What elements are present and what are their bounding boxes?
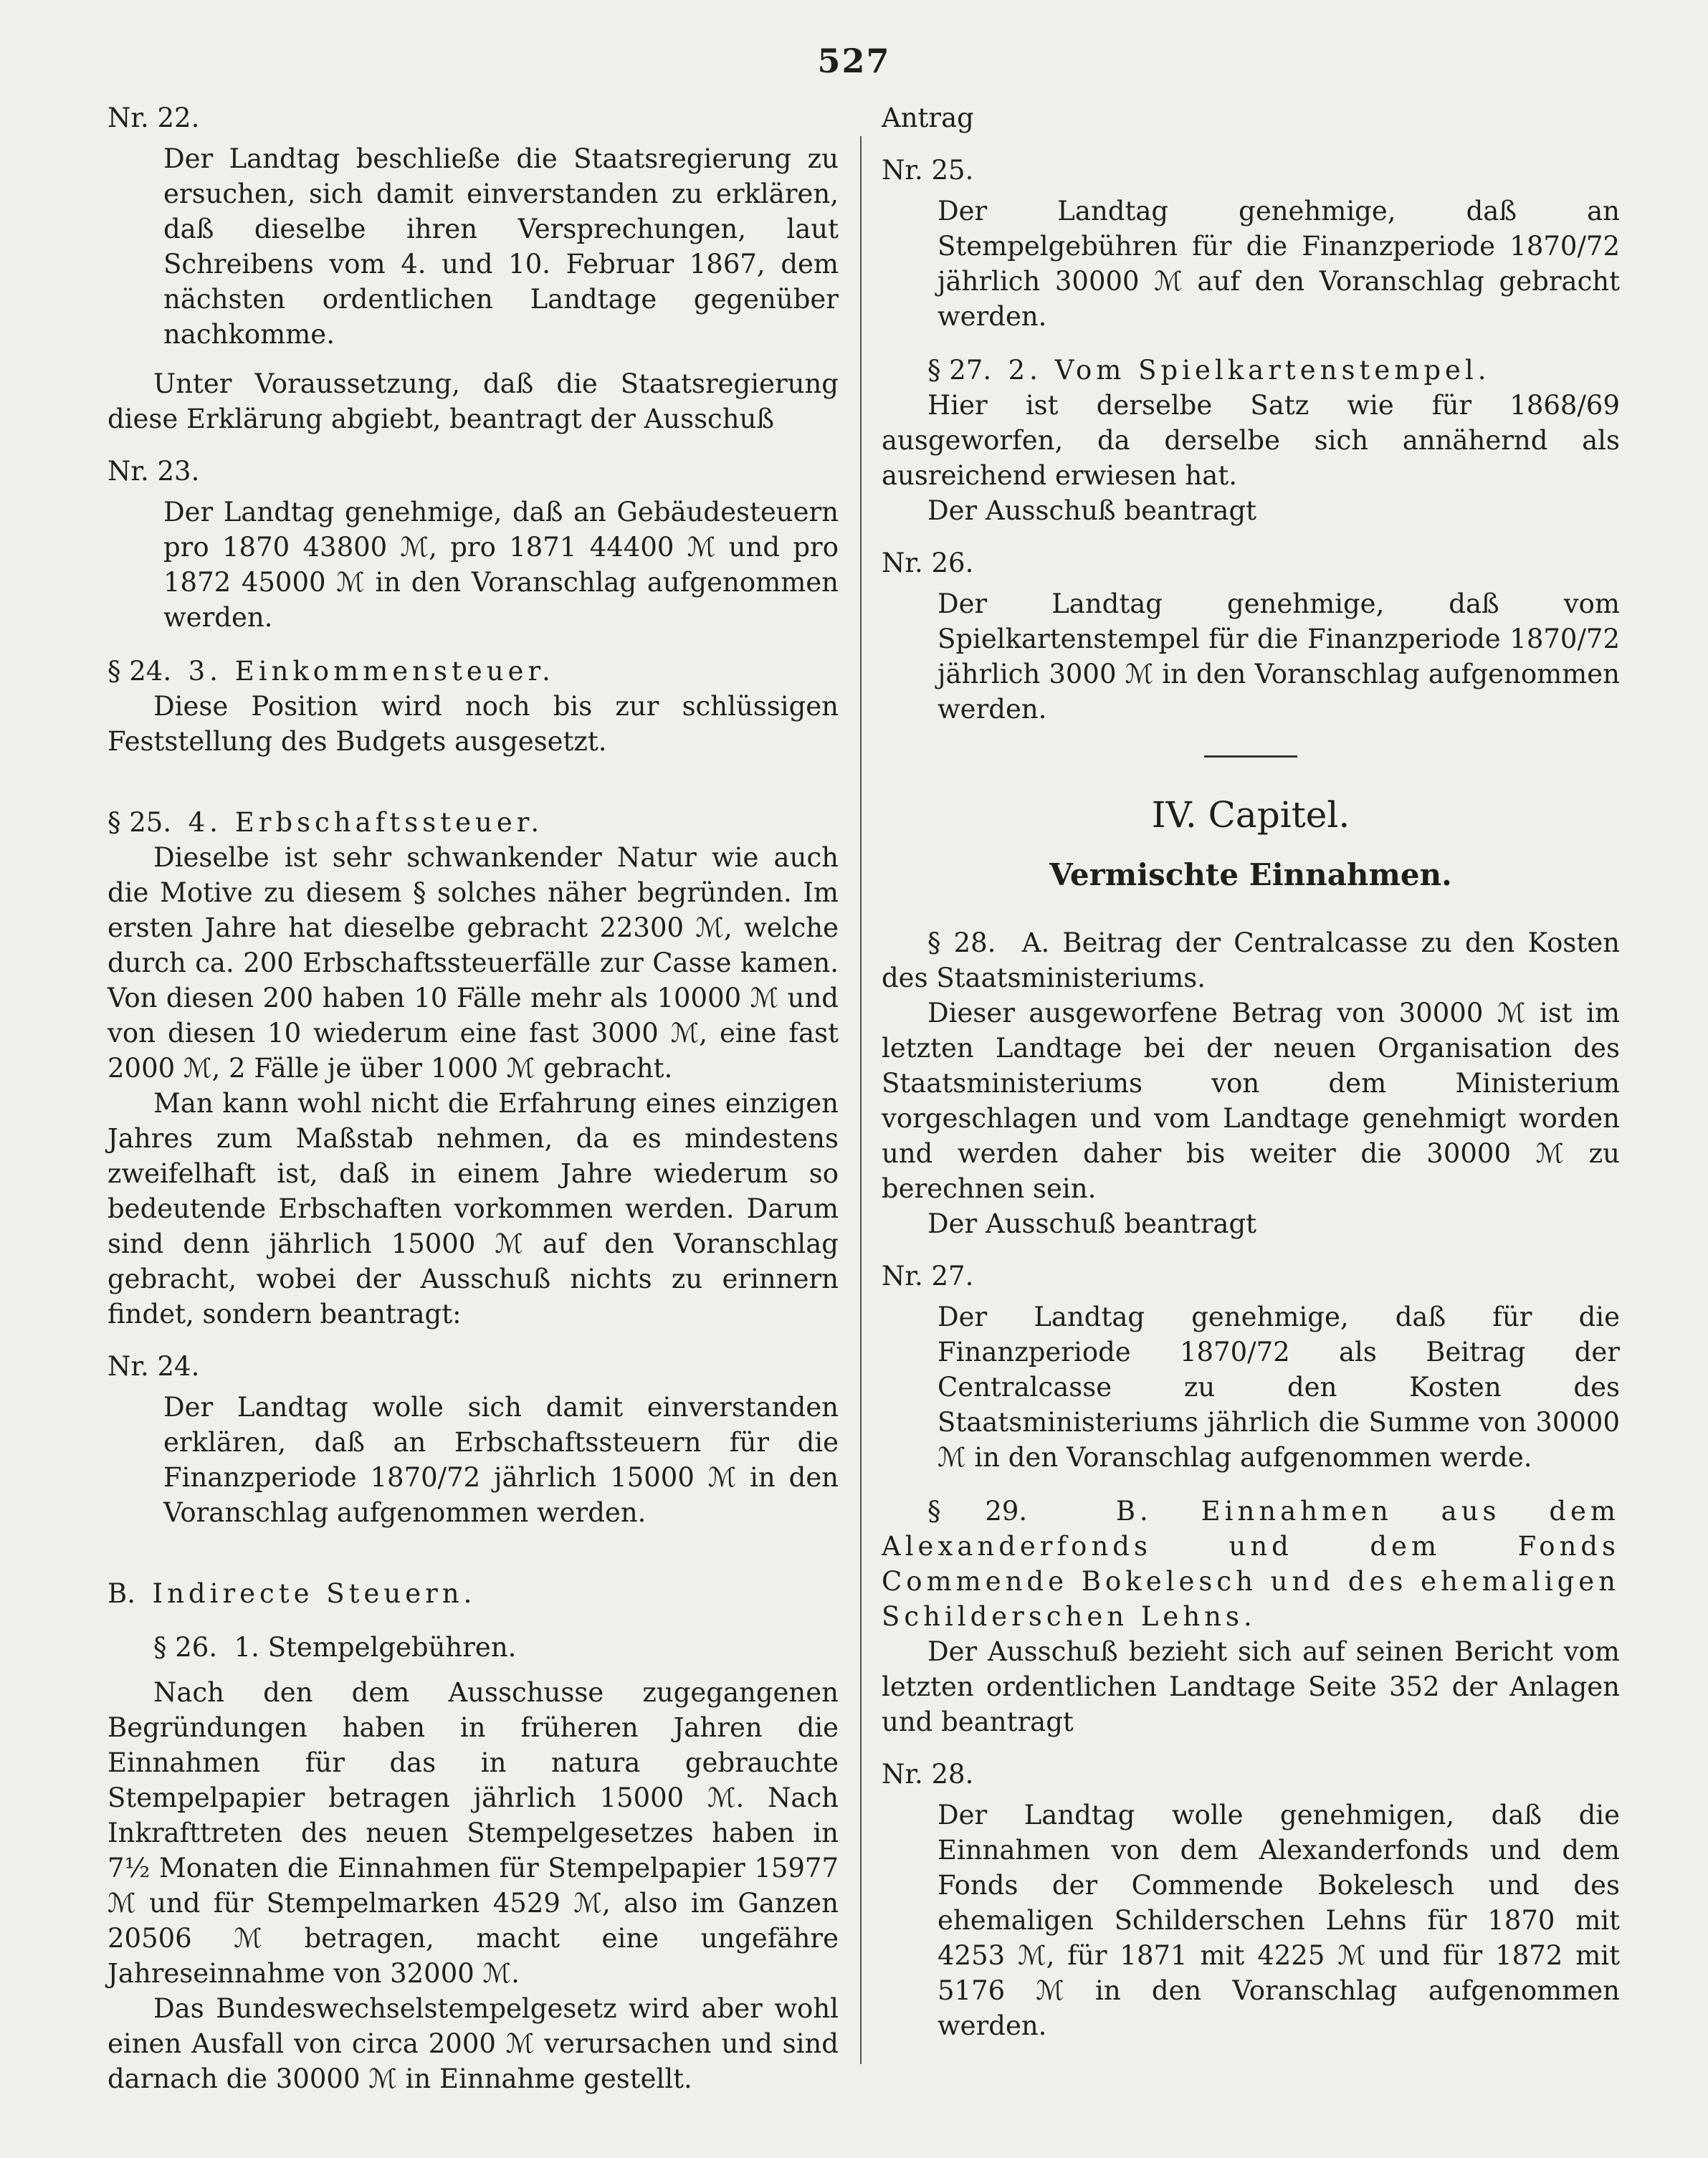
section-heading-s25 (108, 805, 839, 840)
section-title: 4. Erbschaftssteuer. (188, 807, 544, 838)
section-heading-s28 (882, 925, 1620, 996)
section-motion-s28: Der Ausschuß beantragt (927, 1208, 1257, 1239)
section-heading-s29 (882, 1494, 1620, 1634)
section-paragraph-s25: Dieselbe ist sehr schwankender Natur wie auch die Motive zu diesem § solches näher begründen. Im ersten Jahre hat dieselbe gebracht 22300 ℳ, welche durch ca. 200 Erbschaftssteuerfälle zur Casse kamen. Von diesen 200 haben 10 Fälle mehr als 10000 ℳ und von diesen 10 wiederum eine fast 3000 ℳ, eine fast 2000 ℳ, 2 Fälle je über 1000 ℳ gebracht. (108, 842, 839, 1084)
section-title: 1. Stempelgebühren. (234, 1632, 517, 1663)
motion-heading-nr25: Nr. 25. (882, 155, 974, 186)
motion-heading-nr28: Nr. 28. (882, 1759, 974, 1790)
section-number: § 29. (927, 1496, 1028, 1527)
section-number: § 24. (108, 656, 172, 687)
motion-heading-nr27: Nr. 27. (882, 1261, 974, 1292)
section-title: A. Beitrag der Centralcasse zu den Kosten des Staatsministeriums. (882, 927, 1621, 993)
left-column (108, 100, 839, 2096)
section-paragraph-s26: Nach den dem Ausschusse zugegangenen Begründungen haben in früheren Jahren die Einnahmen für das in natura gebrauchte Stempelpapier betragen jährlich 15000 ℳ. Nach Inkrafttreten des neuen Stempelgesetzes haben in 7½ Monaten die Einnahmen für Stempelpapier 15977 ℳ und für Stempelmarken 4529 ℳ, also im Ganzen 20506 ℳ betragen, macht eine ungefähre Jahreseinnahme von 32000 ℳ. (108, 1677, 839, 1989)
right-column (882, 100, 1620, 2043)
section-paragraph-s29: Der Ausschuß bezieht sich auf seinen Bericht vom letzten ordentlichen Landtage Seite 352 der Anlagen und beantragt (882, 1636, 1620, 1737)
section-title: 2. Vom Spielkartenstempel. (1008, 355, 1491, 386)
motion-heading-nr23: Nr. 23. (108, 456, 200, 487)
chapter-divider-rule (1204, 755, 1297, 758)
page-number: 527 (817, 42, 891, 80)
motion-text-nr26: Der Landtag genehmige, daß vom Spielkartenstempel für die Finanzperiode 1870/72 jährlich 3000 ℳ in den Voranschlag aufgenommen werden. (938, 588, 1620, 725)
section-heading-s26 (108, 1630, 839, 1665)
section-heading-b (108, 1576, 839, 1611)
section-paragraph-s28: Dieser ausgeworfene Betrag von 30000 ℳ ist im letzten Landtage bei der neuen Organisation des Staatsministeriums von dem Ministerium vorgeschlagen und vom Landtage genehmigt worden und werden daher bis weiter die 30000 ℳ zu berechnen sein. (882, 998, 1620, 1204)
motion-text-nr27: Der Landtag genehmige, daß für die Finanzperiode 1870/72 als Beitrag der Centralcasse zu den Kosten des Staatsministeriums jährlich die Summe von 30000 ℳ in den Voranschlag aufgenommen werde. (938, 1302, 1620, 1473)
motion-text-nr24: Der Landtag wolle sich damit einverstanden erklären, daß an Erbschaftssteuern für die Finanzperiode 1870/72 jährlich 15000 ℳ in den Voranschlag aufgenommen werden. (163, 1392, 839, 1528)
chapter-heading: IV. Capitel. (1151, 794, 1350, 836)
motion-text-nr22: Der Landtag beschließe die Staatsregierung zu ersuchen, sich damit einverstanden zu erklären, daß dieselbe ihren Versprechungen, laut Schreibens vom 4. und 10. Februar 1867, dem nächsten ordentlichen Landtage gegenüber nachkomme. (163, 143, 839, 350)
antrag-label: Antrag (882, 102, 974, 133)
motion-heading-nr22: Nr. 22. (108, 102, 200, 133)
section-label: B. (108, 1578, 135, 1609)
column-divider (860, 136, 862, 2064)
chapter-title: Vermischte Einnahmen. (1049, 857, 1452, 892)
motion-text-nr23: Der Landtag genehmige, daß an Gebäudesteuern pro 1870 43800 ℳ, pro 1871 44400 ℳ und pro 1872 45000 ℳ in den Voranschlag aufgenommen werden. (163, 497, 839, 633)
section-motion-s27: Der Ausschuß beantragt (927, 495, 1257, 526)
motion-text-nr28: Der Landtag wolle genehmigen, daß die Einnahmen von dem Alexanderfonds und dem Fonds der Commende Bokelesch und des ehemaligen Schilderschen Lehns für 1870 mit 4253 ℳ, für 1871 mit 4225 ℳ und für 1872 mit 5176 ℳ in den Voranschlag aufgenommen werden. (938, 1800, 1620, 2041)
section-heading-s24 (108, 654, 839, 689)
section-title: 3. Einkommensteuer. (188, 656, 555, 687)
section-paragraph-s27: Hier ist derselbe Satz wie für 1868/69 ausgeworfen, da derselbe sich annähernd als ausreichend erwiesen hat. (882, 390, 1620, 491)
section-paragraph-s24: Diese Position wird noch bis zur schlüssigen Feststellung des Budgets ausgesetzt. (108, 691, 839, 757)
section-title: B. Einnahmen aus dem Alexanderfonds und dem Fonds Commende Bokelesch und des ehemaligen Schilderschen Lehns. (882, 1496, 1620, 1632)
section-title: Indirecte Steuern. (152, 1578, 477, 1609)
condition-paragraph: Unter Voraussetzung, daß die Staatsregierung diese Erklärung abgiebt, beantragt der Ausschuß (108, 368, 839, 434)
section-number: § 27. (927, 355, 992, 386)
motion-text-nr25: Der Landtag genehmige, daß an Stempelgebühren für die Finanzperiode 1870/72 jährlich 30000 ℳ auf den Voranschlag gebracht werden. (938, 196, 1620, 332)
section-paragraph-s25-2: Man kann wohl nicht die Erfahrung eines einzigen Jahres zum Maßstab nehmen, da es mindestens zweifelhaft ist, daß in einem Jahre wiederum so bedeutende Erbschaften vorkommen werden. Darum sind denn jährlich 15000 ℳ auf den Voranschlag gebracht, wobei der Ausschuß nichts zu erinnern findet, sondern beantragt: (108, 1088, 839, 1329)
section-number: § 28. (927, 927, 996, 958)
motion-heading-nr26: Nr. 26. (882, 548, 974, 578)
section-paragraph-s26-2: Das Bundeswechselstempelgesetz wird aber wohl einen Ausfall von circa 2000 ℳ verursachen und sind darnach die 30000 ℳ in Einnahme gestellt. (108, 1993, 839, 2094)
section-number: § 26. (153, 1632, 218, 1663)
section-heading-s27 (882, 353, 1620, 388)
section-number: § 25. (108, 807, 172, 838)
motion-heading-nr24: Nr. 24. (108, 1351, 200, 1382)
